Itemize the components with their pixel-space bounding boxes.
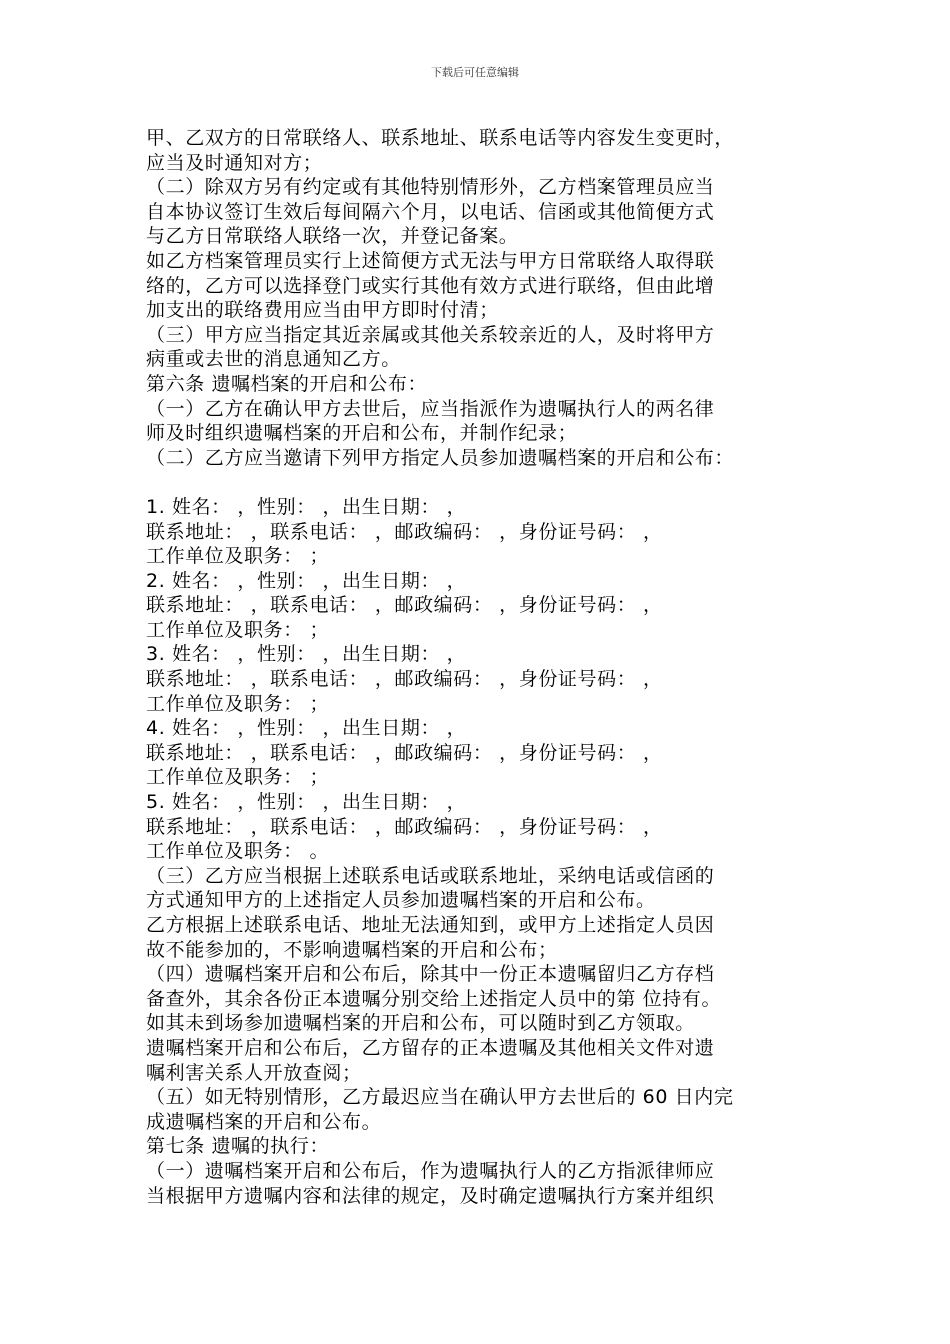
text-line: 第六条 遗嘱档案的开启和公布： bbox=[146, 372, 428, 395]
text-line: 工作单位及职务： ； bbox=[146, 692, 330, 715]
text-line: 当根据甲方遗嘱内容和法律的规定，及时确定遗嘱执行方案并组织 bbox=[146, 1184, 715, 1207]
document-body bbox=[146, 126, 826, 1208]
text-line: 遗嘱档案开启和公布后，乙方留存的正本遗嘱及其他相关文件对遗 bbox=[146, 1036, 715, 1059]
text-line: 联系地址： ，联系电话： ，邮政编码： ，身份证号码： ， bbox=[146, 594, 663, 617]
text-line: （三）甲方应当指定其近亲属或其他关系较亲近的人，及时将甲方 bbox=[146, 323, 715, 346]
text-line: 第七条 遗嘱的执行： bbox=[146, 1135, 330, 1158]
text-line: 3. 姓名： ，性别： ，出生日期： ， bbox=[146, 643, 467, 666]
text-line: 络的，乙方可以选择登门或实行其他有效方式进行联络，但由此增 bbox=[146, 274, 715, 297]
text-line: 自本协议签订生效后每间隔六个月，以电话、信函或其他简便方式 bbox=[146, 200, 715, 223]
text-line: 1. 姓名： ，性别： ，出生日期： ， bbox=[146, 495, 467, 518]
text-line: 病重或去世的消息通知乙方。 bbox=[146, 348, 401, 371]
blank-line bbox=[146, 470, 826, 495]
text-line: （一）乙方在确认甲方去世后，应当指派作为遗嘱执行人的两名律 bbox=[146, 397, 715, 420]
text-line: 与乙方日常联络人联络一次，并登记备案。 bbox=[146, 225, 519, 248]
text-line: 甲、乙双方的日常联络人、联系地址、联系电话等内容发生变更时， bbox=[146, 127, 735, 149]
text-line: （五）如无特别情形，乙方最迟应当在确认甲方去世后的 60 日内完 bbox=[146, 1086, 734, 1109]
text-line: 联系地址： ，联系电话： ，邮政编码： ，身份证号码： ， bbox=[146, 668, 663, 691]
text-line: 如其未到场参加遗嘱档案的开启和公布，可以随时到乙方领取。 bbox=[146, 1012, 695, 1035]
text-line: 2. 姓名： ，性别： ，出生日期： ， bbox=[146, 569, 467, 592]
page-header: 下载后可任意编辑 bbox=[431, 66, 519, 79]
text-line: 联系地址： ，联系电话： ，邮政编码： ，身份证号码： ， bbox=[146, 815, 663, 838]
text-line: 嘱利害关系人开放查阅； bbox=[146, 1061, 362, 1084]
text-line: 联系地址： ，联系电话： ，邮政编码： ，身份证号码： ， bbox=[146, 741, 663, 764]
text-line: （二）除双方另有约定或有其他特别情形外，乙方档案管理员应当 bbox=[146, 176, 715, 199]
text-line: 备查外，其余各份正本遗嘱分别交给上述指定人员中的第 位持有。 bbox=[146, 987, 722, 1010]
text-line: 工作单位及职务： ； bbox=[146, 618, 330, 641]
text-line: 如乙方档案管理员实行上述简便方式无法与甲方日常联络人取得联 bbox=[146, 249, 715, 272]
text-line: 5. 姓名： ，性别： ，出生日期： ， bbox=[146, 791, 467, 814]
text-line: （四）遗嘱档案开启和公布后，除其中一份正本遗嘱留归乙方存档 bbox=[146, 963, 715, 986]
text-line: 师及时组织遗嘱档案的开启和公布，并制作纪录； bbox=[146, 422, 578, 445]
text-line: 工作单位及职务： 。 bbox=[146, 840, 330, 863]
text-line: （一）遗嘱档案开启和公布后，作为遗嘱执行人的乙方指派律师应 bbox=[146, 1159, 715, 1182]
text-line: （三）乙方应当根据上述联系电话或联系地址，采纳电话或信函的 bbox=[146, 864, 715, 887]
text-line: 方式通知甲方的上述指定人员参加遗嘱档案的开启和公布。 bbox=[146, 889, 656, 912]
text-line: 故不能参加的，不影响遗嘱档案的开启和公布； bbox=[146, 938, 558, 961]
text-line: 乙方根据上述联系电话、地址无法通知到，或甲方上述指定人员因 bbox=[146, 914, 715, 936]
text-line: 工作单位及职务： ； bbox=[146, 545, 330, 568]
text-line: 加支出的联络费用应当由甲方即时付清； bbox=[146, 299, 499, 322]
text-line: 联系地址： ，联系电话： ，邮政编码： ，身份证号码： ， bbox=[146, 520, 663, 543]
text-line: 4. 姓名： ，性别： ，出生日期： ， bbox=[146, 717, 467, 740]
text-line: 工作单位及职务： ； bbox=[146, 766, 330, 789]
text-line: （二）乙方应当邀请下列甲方指定人员参加遗嘱档案的开启和公布： bbox=[146, 446, 735, 469]
text-line: 应当及时通知对方； bbox=[146, 151, 323, 174]
text-line: 成遗嘱档案的开启和公布。 bbox=[146, 1110, 382, 1133]
